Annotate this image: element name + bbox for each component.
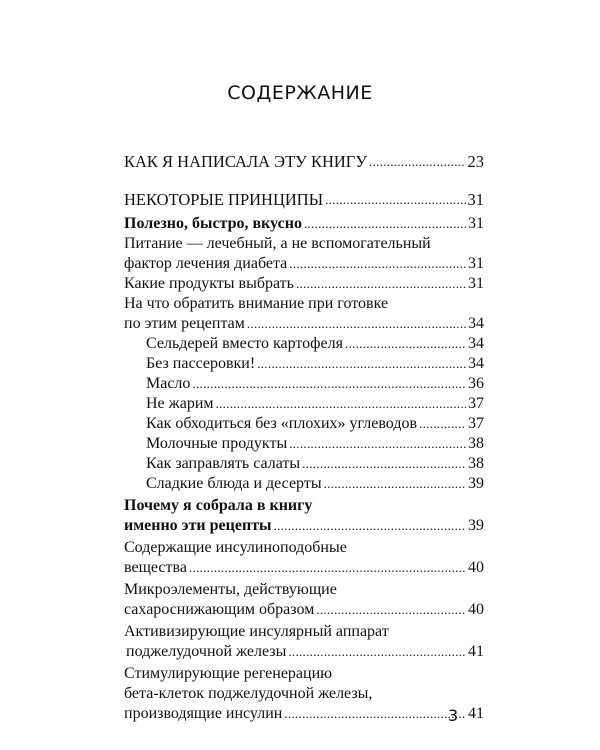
toc-entry[interactable] <box>146 474 484 494</box>
toc-entry-title: Как заправлять салаты <box>146 455 301 472</box>
leader-dots <box>289 434 466 454</box>
toc-entry-page: 31 <box>468 215 484 232</box>
toc-entry-title: поджелудочной железы <box>126 643 287 660</box>
toc-entry-title: производящие инсулин <box>124 705 283 722</box>
toc-entry-line[interactable] <box>124 684 484 704</box>
toc-entry[interactable] <box>146 434 484 454</box>
toc-entry-title: сахароснижающим образом <box>124 601 315 618</box>
toc-entry-line[interactable] <box>124 622 484 642</box>
toc-entry-title: Питание — лечебный, а не вспомогательный <box>124 235 431 252</box>
toc-entry-title: НЕКОТОРЫЕ ПРИНЦИПЫ <box>124 190 324 209</box>
toc-entry-page: 41 <box>468 705 484 722</box>
leader-dots <box>419 414 466 434</box>
leader-dots <box>296 274 466 294</box>
toc-entry[interactable] <box>146 394 484 414</box>
leader-dots <box>288 642 466 662</box>
toc-entry-page: 41 <box>468 643 484 660</box>
leader-dots <box>192 374 466 394</box>
toc-entry[interactable] <box>124 516 484 536</box>
toc-entry-page: 40 <box>468 601 484 618</box>
leader-dots <box>302 454 466 474</box>
toc-entry-title: вещества <box>124 559 187 576</box>
toc-entry-line[interactable] <box>124 538 484 558</box>
toc-entry[interactable] <box>124 704 484 724</box>
toc-entry-title: Какие продукты выбрать <box>124 275 294 292</box>
toc-entry-page: 40 <box>468 559 484 576</box>
toc-entry[interactable] <box>146 374 484 394</box>
toc-entry[interactable] <box>126 642 484 662</box>
page-number: 3 <box>448 706 459 725</box>
toc-entry-page: 39 <box>468 475 484 492</box>
toc-entry-title: Масло <box>146 375 191 392</box>
toc-entry[interactable] <box>124 190 484 210</box>
leader-dots <box>189 558 466 578</box>
toc-entry[interactable] <box>124 558 484 578</box>
toc-entry-line[interactable] <box>124 580 484 600</box>
toc-entry-line[interactable] <box>124 496 484 516</box>
toc-entry-title: КАК Я НАПИСАЛА ЭТУ КНИГУ <box>124 152 368 171</box>
toc-entry-title: Микроэлементы, действующие <box>124 581 337 598</box>
toc-entry-title: Сельдерей вместо картофеля <box>146 335 343 352</box>
toc-entry[interactable] <box>124 274 484 294</box>
page-title: СОДЕРЖАНИЕ <box>227 82 373 104</box>
toc-entry-page: 39 <box>468 517 484 534</box>
leader-dots <box>289 254 466 274</box>
toc-entry-title: Стимулирующие регенерацию <box>124 665 333 682</box>
toc-entry[interactable] <box>146 334 484 354</box>
toc-entry-title: бета-клеток поджелудочной железы, <box>124 685 373 702</box>
toc-entry[interactable] <box>124 600 484 620</box>
toc-entry-title: Почему я собрала в книгу <box>124 497 313 514</box>
toc-entry-title: Полезно, быстро, вкусно <box>124 215 302 232</box>
toc-entry-line[interactable] <box>124 294 484 314</box>
leader-dots <box>316 600 466 620</box>
leader-dots <box>369 152 465 172</box>
toc-entry-title: Без пассеровки! <box>146 355 256 372</box>
leader-dots <box>257 354 466 374</box>
toc-entry-page: 31 <box>468 275 484 292</box>
toc-entry-page: 34 <box>468 315 484 332</box>
toc-entry[interactable] <box>146 454 484 474</box>
toc-entry-page: 31 <box>468 255 484 272</box>
leader-dots <box>345 334 466 354</box>
toc-entry-title: по этим рецептам <box>124 315 245 332</box>
leader-dots <box>325 190 465 210</box>
toc-entry-title: Как обходиться без «плохих» углеводов <box>146 415 418 432</box>
toc-entry[interactable] <box>146 354 484 374</box>
toc-entry-page: 23 <box>467 152 484 171</box>
leader-dots <box>304 214 466 234</box>
toc-entry[interactable] <box>124 314 484 334</box>
toc-entry-title: фактор лечения диабета <box>124 255 288 272</box>
leader-dots <box>274 516 466 536</box>
toc-entry-title: Молочные продукты <box>146 435 288 452</box>
toc-entry-title: Содержащие инсулиноподобные <box>124 539 347 556</box>
toc-entry-page: 31 <box>467 190 484 209</box>
toc-entry-title: На что обратить внимание при готовке <box>124 295 389 312</box>
toc-entry-line[interactable] <box>124 234 484 254</box>
leader-dots <box>324 474 466 494</box>
toc-entry-page: 37 <box>468 395 484 412</box>
toc-entry-page: 38 <box>468 455 484 472</box>
toc-entry[interactable] <box>124 254 484 274</box>
toc-entry-title: Сладкие блюда и десерты <box>146 475 322 492</box>
leader-dots <box>247 314 466 334</box>
toc-entry[interactable] <box>146 414 484 434</box>
leader-dots <box>284 704 466 724</box>
toc-entry-page: 37 <box>468 415 484 432</box>
toc-entry-page: 34 <box>468 355 484 372</box>
toc-entry-title: именно эти рецепты <box>124 517 272 534</box>
toc-entry-page: 34 <box>468 335 484 352</box>
toc-entry[interactable] <box>124 214 484 234</box>
toc-entry-page: 36 <box>468 375 484 392</box>
toc-entry-line[interactable] <box>124 664 484 684</box>
toc-entry-title: Активизирующие инсулярный аппарат <box>124 623 389 640</box>
toc-entry[interactable] <box>124 152 484 172</box>
toc-entry-page: 38 <box>468 435 484 452</box>
leader-dots <box>216 394 467 414</box>
toc-entry-title: Не жарим <box>146 395 214 412</box>
